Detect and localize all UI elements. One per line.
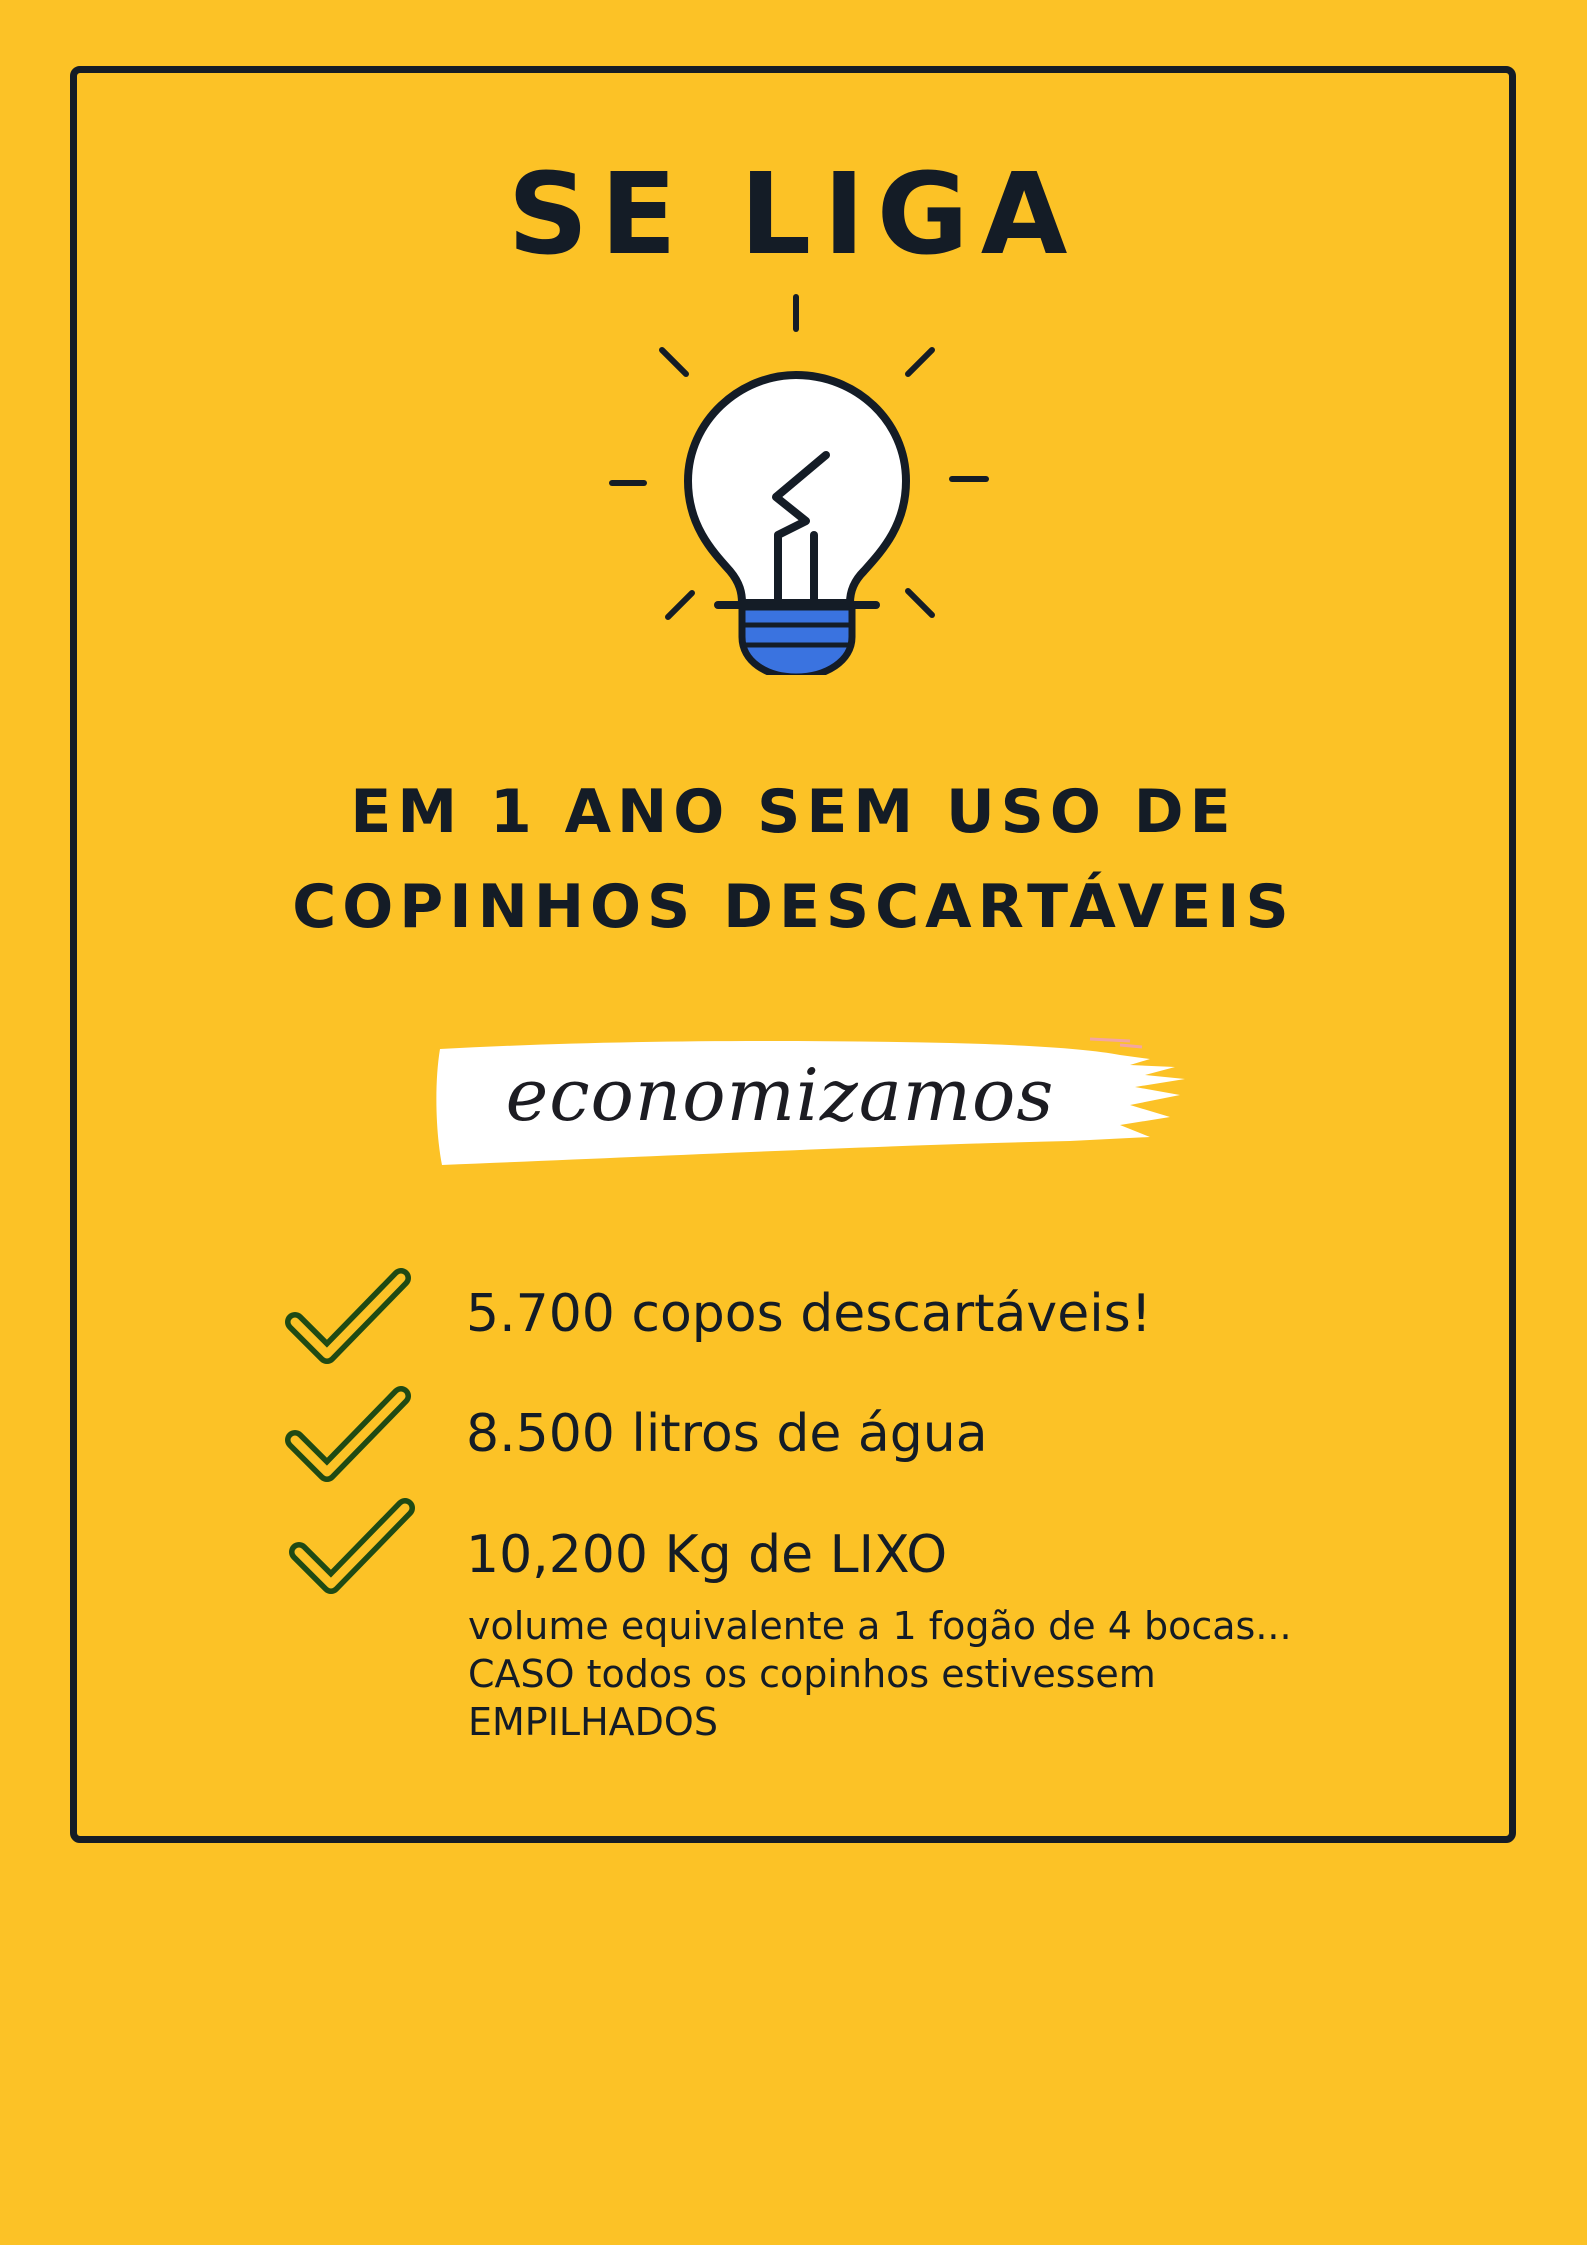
headline-line-1: EM 1 ANO SEM USO DE — [350, 777, 1237, 847]
list-item: 5.700 copos descartáveis! — [466, 1284, 1152, 1344]
footnote-line-3: EMPILHADOS — [468, 1700, 718, 1744]
list-item: 8.500 litros de água — [466, 1404, 988, 1464]
headline-line-2: COPINHOS DESCARTÁVEIS — [292, 872, 1295, 942]
footnote-line-2: CASO todos os copinhos estivessem — [468, 1652, 1156, 1696]
poster-title: SE LIGA — [507, 150, 1080, 280]
footnote — [468, 1602, 1292, 1746]
list-item: 10,200 Kg de LIXO — [466, 1525, 948, 1585]
checkmark-icon — [283, 1378, 413, 1488]
checkmark-icon — [287, 1490, 417, 1600]
economizamos-label: economizamos — [505, 1053, 1055, 1137]
footnote-line-1: volume equivalente a 1 fogão de 4 bocas... — [468, 1604, 1292, 1648]
checkmark-icon — [283, 1260, 413, 1370]
headline — [0, 765, 1587, 955]
light-bulb-icon — [600, 285, 1000, 675]
